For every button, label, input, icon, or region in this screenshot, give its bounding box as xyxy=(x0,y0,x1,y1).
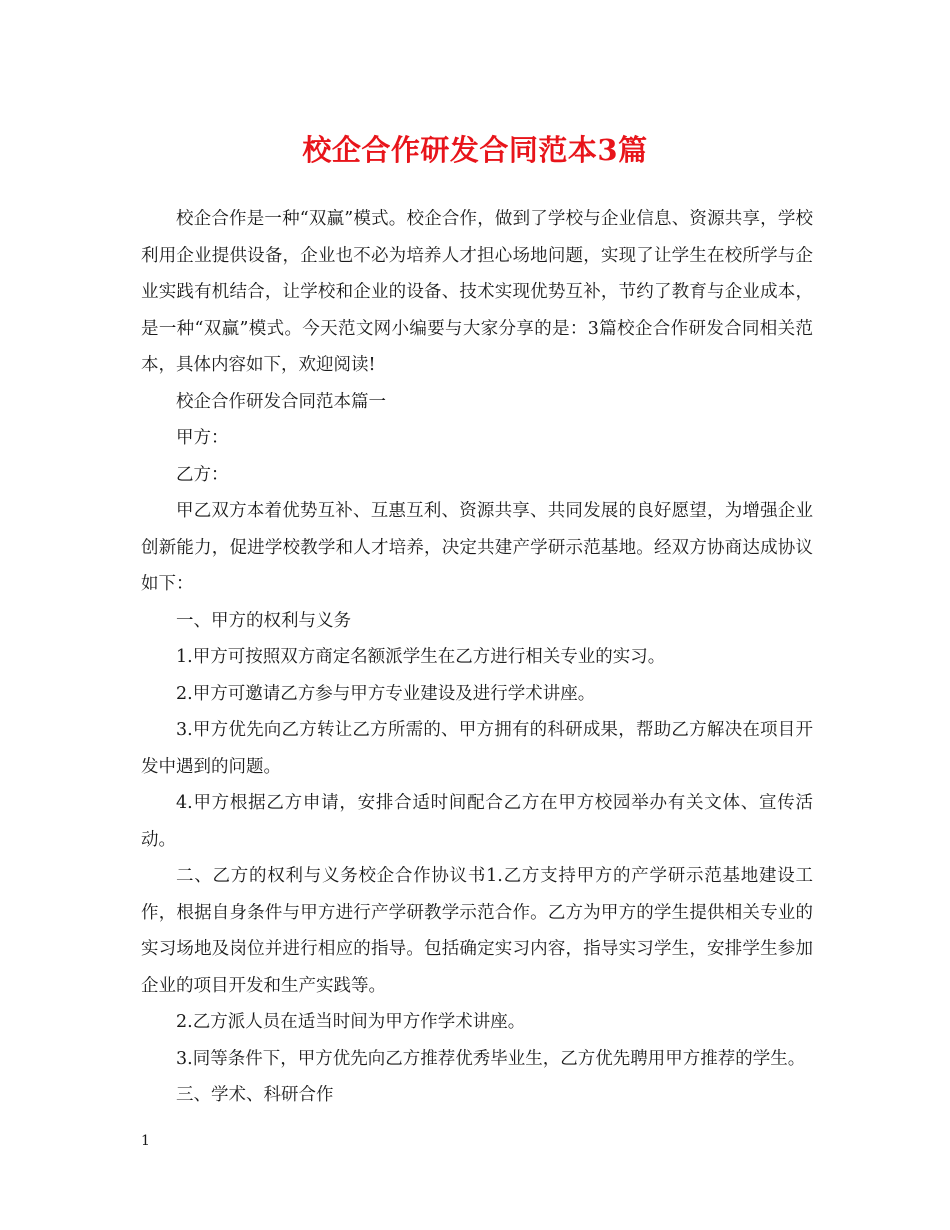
document-body xyxy=(141,201,813,1114)
clause-a4: 4.甲方根据乙方申请，安排合适时间配合乙方在甲方校园举办有关文体、宣传活动。 xyxy=(141,793,813,850)
clause-a1: 1.甲方可按照双方商定名额派学生在乙方进行相关专业的实习。 xyxy=(176,647,666,667)
paragraph-intro: 校企合作是一种“双赢”模式。校企合作，做到了学校与企业信息、资源共享，学校利用企业提供设备，企业也不必为培养人才担心场地问题，实现了让学生在校所学与企业实践有机结合，让学校和企业的设备、技术实现优势互补，节约了教育与企业成本，是一种“双赢”模式。今天范文网小编要与大家分享的是：3篇校企合作研发合同相关范本，具体内容如下，欢迎阅读! xyxy=(141,209,813,375)
clause-a2: 2.甲方可邀请乙方参与甲方专业建设及进行学术讲座。 xyxy=(176,683,596,704)
paragraph-agreement-purpose: 甲乙双方本着优势互补、互惠互利、资源共享、共同发展的良好愿望，为增强企业创新能力，促进学校教学和人才培养，决定共建产学研示范基地。经双方协商达成协议如下： xyxy=(141,501,813,594)
clause-a3: 3.甲方优先向乙方转让乙方所需的、甲方拥有的科研成果，帮助乙方解决在项目开发中遇到的问题。 xyxy=(141,720,813,777)
clause-b3: 3.同等条件下，甲方优先向乙方推荐优秀毕业生，乙方优先聘用甲方推荐的学生。 xyxy=(176,1048,806,1069)
page-number: 1 xyxy=(141,1133,150,1149)
section-heading-academic-cooperation: 三、学术、科研合作 xyxy=(176,1085,334,1105)
section-heading-part-one: 校企合作研发合同范本篇一 xyxy=(176,391,386,412)
section-heading-party-a-rights: 一、甲方的权利与义务 xyxy=(176,610,351,631)
party-b-label: 乙方： xyxy=(176,464,229,485)
clause-b2: 2.乙方派人员在适当时间为甲方作学术讲座。 xyxy=(176,1012,526,1032)
party-a-label: 甲方： xyxy=(176,428,229,448)
document-title: 校企合作研发合同范本3篇 xyxy=(302,133,648,167)
section-heading-party-b-rights: 二、乙方的权利与义务校企合作协议书1.乙方支持甲方的产学研示范基地建设工作，根据自身条件与甲方进行产学研教学示范合作。乙方为甲方的学生提供相关专业的实习场地及岗位并进行相应的指导。包括确定实习内容，指导实习学生，安排学生参加企业的项目开发和生产实践等。 xyxy=(141,866,813,996)
